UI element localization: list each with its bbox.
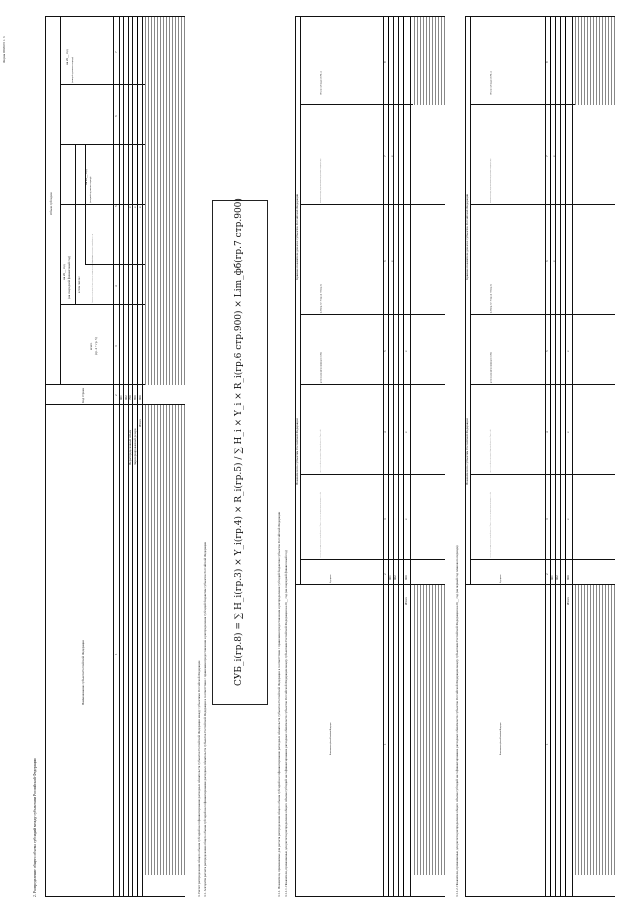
s312-cross-1: x	[552, 260, 556, 262]
s312-c5: региональный коэффициент (Ri)	[489, 352, 493, 383]
s2-row-code-1: 001	[119, 395, 123, 400]
s312-group-right: Краевые показатели для всех субъектов Российской Федерации	[465, 193, 469, 280]
s312-hatched-right	[575, 17, 615, 105]
s2-hatched-region	[145, 405, 185, 875]
s311-colnum-1: 1	[383, 743, 387, 745]
s2-footer-code-1: 700	[128, 395, 132, 400]
section3-heading: 3. Расчет распределения общего объема субсидий на софинансирование расходных обязательств субъектов Российской Федерации между субъектами Российской Федерации	[197, 660, 201, 897]
s311-colnum-5: 5	[383, 350, 387, 352]
s311-c5: региональный коэффициент (Ri)	[319, 352, 323, 383]
s2-year3: на 20__ год	[65, 49, 69, 65]
s311-cross-3: x	[404, 518, 408, 520]
s312-cross-5: x	[566, 350, 570, 352]
s2-row-code-2: 002	[124, 395, 128, 400]
s2-year2-sub: (на первый год планового периода)	[89, 176, 92, 203]
s312-c6: ∑ Hi(гр.3) × Yi(гр.4) × Ri(гр.5)	[489, 284, 493, 313]
s2-colnum-7: 7	[114, 51, 118, 53]
s311-colnum-4: 4	[383, 431, 387, 433]
s311-colnum-3: 3	[383, 518, 387, 520]
s311-colnum-6: 6	[383, 260, 387, 262]
s312-colnum-7: 7	[545, 155, 549, 157]
s311-hatched-right	[413, 17, 445, 105]
s311-cross-4: x	[404, 431, 408, 433]
s312-colnum-2: 2	[545, 573, 549, 575]
s311-colnum-8: 8	[383, 61, 387, 63]
s312-colnum-5: 5	[545, 350, 549, 352]
s311-colnum-2: 2	[383, 573, 387, 575]
s311-row-code-2: 002	[393, 575, 397, 580]
s2-incl: в том числе:	[77, 276, 81, 293]
s312-colnum-1: 1	[545, 743, 549, 745]
s2-total-sub: (гр. 4 + гр. 5)	[94, 337, 98, 355]
s2-cross-1: x	[128, 206, 132, 208]
s311-total-label: Итого	[404, 596, 408, 605]
s311-col-name: Наименование субъекта Российской Федерации	[329, 722, 332, 755]
form-code: Форма 0503072 c. 3	[2, 36, 6, 63]
s311-total-code: 900	[404, 575, 408, 580]
s312-total-code: 900	[566, 575, 570, 580]
s2-group-total: Объем субсидии	[49, 192, 53, 215]
s312-col-code: Код строки	[499, 574, 502, 583]
s312-cross-2: x	[552, 155, 556, 157]
section311-subheading: 3.1.1.1. Показатели, применяемые для расчета распределения общего объема субсидий на софинансирование расходных обязательств субъектов Российской Федерации между субъектами Российской Федерации на 20__ год (на очередной финансовый год)	[284, 550, 288, 897]
s312-colnum-3: 3	[545, 518, 549, 520]
s311-group-left: Показатели по субъектам Российской Федерации	[295, 418, 299, 485]
s2-year3-sub: (на второй год планового периода)	[71, 57, 74, 83]
s2-year1-sub: (на очередной финансовый год)	[67, 255, 71, 299]
s2-colnum-6: 6	[114, 115, 118, 117]
s2-c5: остатки средств, не использованных на начало финансового года	[91, 233, 93, 263]
s311-c8: Объем субсидии (СУБ_i)	[319, 71, 323, 95]
s2-colnum-4: 4	[114, 285, 118, 287]
section312-heading: 3.1.1.2. Показатели, применяемые для расчета распределения общего объема субсидий на софинансирование расходных обязательств субъектов Российской Федерации между субъектами Российской Федерации на 20__ год (на первый год планового периода)	[455, 545, 459, 897]
s312-c4: предельный уровень софинансирования расходного обязательства субъекта Российской Федерации, % (Yi)	[489, 429, 491, 473]
s311-c7: общий объем расходов, предусмотренный на предоставление субсидий (Lim_фб)	[319, 158, 322, 203]
s2-c4: объем расходов на осуществление субсидии в соответствии с правилами распределения объемов субсидий	[91, 255, 93, 303]
s312-col-name: Наименование субъекта Российской Федерации	[499, 722, 502, 755]
s311-cross-5: x	[404, 350, 408, 352]
s2-hatched-region-right	[145, 17, 185, 385]
s2-col-code: Код строки	[81, 387, 85, 403]
section3-subheading: 3.1. Алгоритм расчета распределения общего объема субсидий на софинансирование расходных обязательств субъектов Российской Федерации в соответствии с правилами предоставления и распределения субсидий бюджетам субъектов Российской Федерации	[203, 541, 207, 897]
s312-hatched-left	[575, 585, 615, 875]
s311-group-right: Краевые показатели для всех субъектов Российской Федерации	[295, 193, 299, 280]
s2-footer-code-3: 900	[138, 395, 142, 400]
s2-colnum-5: 5	[114, 205, 118, 207]
s311-hatched-left	[413, 585, 445, 875]
s312-c7: общий объем расходов, предусмотренный на предоставление субсидий (Lim_фб)	[489, 158, 492, 203]
s2-colnum-1: 1	[114, 653, 118, 655]
formula-box	[212, 200, 268, 705]
s312-colnum-8: 8	[545, 61, 549, 63]
s2-colnum-2: 2	[114, 394, 118, 396]
s311-row-code-1: 001	[388, 575, 392, 580]
formula: СУБ_i(гр.8) = ∑ H_i(гр.3) × Y_i(гр.4) × R_i(гр.5) / ∑ H_i × Y_i × R_i(гр.6 стр.900) × Lim_фб(гр.7 стр.900)	[234, 198, 244, 686]
s311-c4: предельный уровень софинансирования расходного обязательства субъекта Российской Федерации, % (Yi)	[319, 429, 321, 473]
s2-footer-label-2: Зарезервированный резерв	[133, 428, 137, 465]
s2-footer-code-2: 800	[133, 395, 137, 400]
s311-colnum-7: 7	[383, 155, 387, 157]
s311-c3: численность населения, нуждающегося в мероприятиях субъекта Российской Федерации, по которым осуществляется государственная поддержка, тыс. чел. (Ni)	[319, 492, 321, 558]
s2-year1: на 20__ год	[62, 264, 66, 280]
s312-cross-4: x	[566, 431, 570, 433]
s311-c6: ∑ Hi(гр.3) × Yi(гр.4) × Ri(гр.5)	[319, 284, 323, 313]
s311-cross-2: x	[390, 155, 394, 157]
s2-col-name: Наименование субъекта Российской Федерации	[81, 640, 85, 705]
section2-heading: 2. Распределение общего объема субсидий между субъектами Российской Федерации	[33, 758, 37, 897]
s312-c3: численность населения, нуждающегося в мероприятиях субъекта Российской Федерации, по которым осуществляется государственная поддержка, тыс. чел. (Ni)	[489, 492, 491, 558]
s312-row-code-2: 002	[555, 575, 559, 580]
s312-c8: Объем субсидии (СУБ_i)	[489, 71, 493, 95]
s311-cross-1: x	[390, 260, 394, 262]
s2-year2: на 20__ год	[84, 169, 88, 185]
s2-cross-2: x	[133, 206, 137, 208]
s312-cross-3: x	[566, 518, 570, 520]
s312-total-label: Итого	[566, 596, 570, 605]
section311-heading: 3.1.1. Показатели, применяемые для расчета распределения общего объема субсидий на софинансирование расходных обязательств субъектов Российской Федерации в соответствии с правилами предоставления и распределения субсидий бюджетам субъектов Российской Федерации	[277, 511, 281, 897]
s312-colnum-4: 4	[545, 431, 549, 433]
s311-col-code: Код строки	[329, 574, 332, 583]
s2-colnum-3: 3	[114, 345, 118, 347]
s312-colnum-6: 6	[545, 260, 549, 262]
s2-cross-3: x	[138, 206, 142, 208]
s2-footer-label-3: Итого	[138, 418, 142, 427]
s2-footer-label-1: Нераспределенный объем	[128, 429, 132, 465]
s2-total: всего	[89, 342, 93, 350]
s312-row-code-1: 001	[550, 575, 554, 580]
s312-group-left: Показатели по субъектам Российской Федерации	[465, 418, 469, 485]
